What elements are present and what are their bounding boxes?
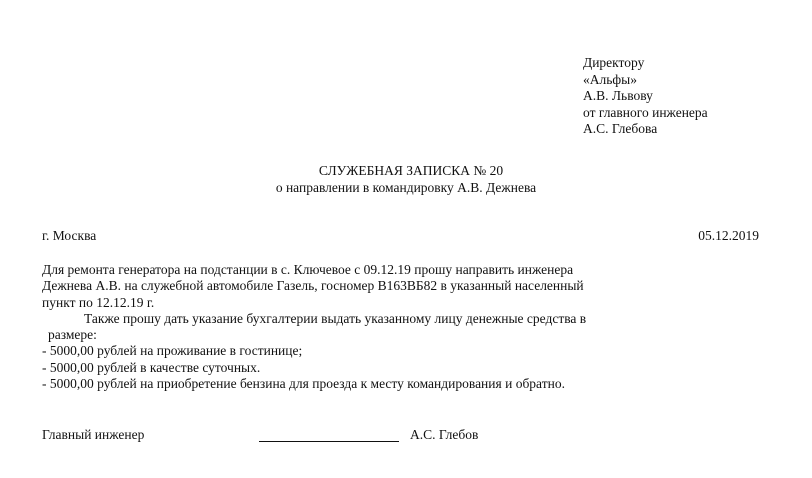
signature-line bbox=[259, 441, 399, 442]
body-line: Дежнева А.В. на служебной автомобиле Газель, госномер В163ВБ82 в указанный населенный bbox=[42, 278, 584, 294]
memo-title: СЛУЖЕБНАЯ ЗАПИСКА № 20 bbox=[318, 163, 504, 178]
memo-date: 05.12.2019 bbox=[698, 228, 759, 243]
expense-item: - 5000,00 рублей на проживание в гостинице; bbox=[42, 343, 303, 359]
signature-position: Главный инженер bbox=[42, 427, 145, 442]
addressee-line: А.В. Львову bbox=[583, 88, 653, 103]
memo-title-block bbox=[0, 162, 812, 196]
memo-subtitle: о направлении в командировку А.В. Дежнева bbox=[275, 180, 537, 195]
addressee-block bbox=[583, 55, 708, 138]
body-line: Для ремонта генератора на подстанции в с. Ключевое с 09.12.19 прошу направить инженера bbox=[42, 262, 574, 277]
addressee-line: Директору bbox=[583, 55, 645, 70]
expense-item: - 5000,00 рублей в качестве суточных. bbox=[42, 359, 261, 375]
addressee-line: от главного инженера bbox=[583, 104, 708, 120]
body-line: пункт по 12.12.19 г. bbox=[42, 294, 155, 310]
addressee-line: А.С. Глебова bbox=[583, 121, 658, 136]
signature-block bbox=[42, 427, 772, 447]
memo-city: г. Москва bbox=[42, 228, 97, 243]
expense-item: - 5000,00 рублей на приобретение бензина для проезда к месту командирования и обратно. bbox=[42, 376, 565, 392]
signature-name: А.С. Глебов bbox=[410, 427, 479, 442]
body-line: Также прошу дать указание бухгалтерии выдать указанному лицу денежные средства в bbox=[84, 310, 587, 326]
addressee-line: «Альфы» bbox=[583, 71, 637, 87]
memo-body bbox=[42, 262, 772, 392]
body-line: размере: bbox=[48, 327, 97, 343]
